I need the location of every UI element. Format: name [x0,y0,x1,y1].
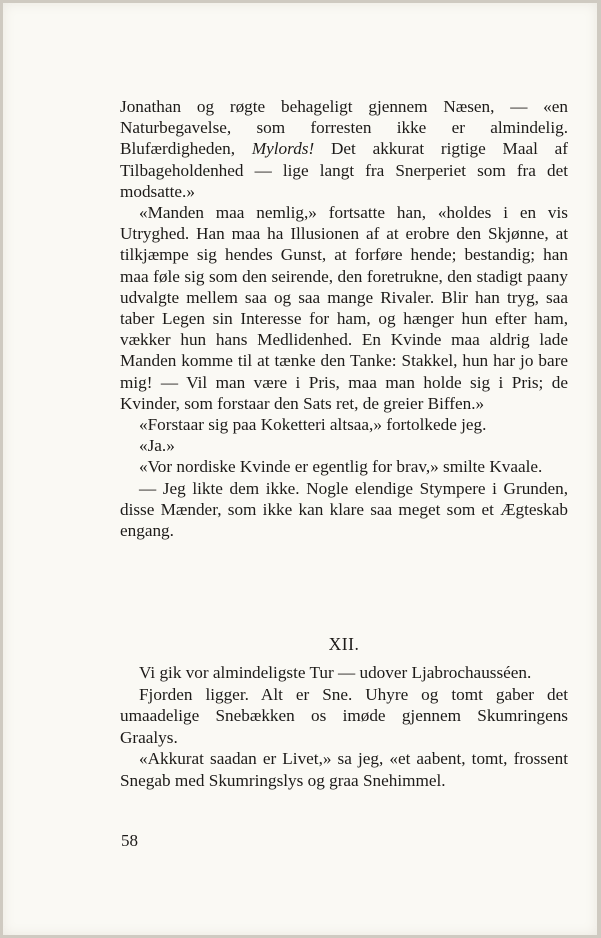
paragraph: «Vor nordiske Kvinde er egentlig for brav,» smilte Kvaale. [139,457,543,477]
paragraph: — Jeg likte dem ikke. Nogle elendige Stympere i Grunden, disse Mænder, som ikke kan klare saa meget som et Ægteskab engang. [120,478,568,541]
paragraph-text-rest: Det akkurat rigtige Maal af Tilbageholdenhed — lige langt fra Snerperiet som fra det modsatte.» [120,139,568,201]
paragraph: «Akkurat saadan er Livet,» sa jeg, «et aabent, tomt, frossent Snegab med Skumringslys og graa Snehimmel. [120,749,568,790]
paragraph: «Forstaar sig paa Koketteri altsaa,» fortolkede jeg. [139,415,487,435]
paragraph: Fjorden ligger. Alt er Sne. Uhyre og tomt gaber det umaadelige Snebækken os imøde gjennem Skumringens Graalys. [120,684,568,747]
paragraph: «Ja.» [139,436,175,456]
paragraph-text: Jonathan og røgte behageligt gjennem Næsen, — «en Naturbegavelse, som forresten ikke er almindelig. Blufærdigheden, [120,97,568,159]
italic-text: Mylords! [251,139,315,159]
paragraph: «Manden maa nemlig,» fortsatte han, «holdes i en vis Utryghed. Han maa ha Illusionen af at erobre den Skjønne, at tilkjæmpe sig hendes Gunst, at forføre hende; bestandig; han maa føle sig som den seirende, den foretrukne, den stadigt paany udvalgte mellem saa og saa mange Rivaler. Blir han tryg, saa taber Legen sin Interesse for ham, og hænger hun efter ham, vækker hun hans Medlidenhed. En Kvinde maa aldrig lade Manden komme til at tænke den Tanke: Stakkel, hun har jo bare mig! — Vil man være i Pris, maa man holde sig i Pris; de Kvinder, som forstaar den Sats ret, de greier Biffen.» [120,203,568,413]
body-text-bottom [120,662,568,791]
chapter-heading: XII. [328,634,360,654]
book-page [3,3,597,935]
body-text-top [120,96,568,541]
paragraph [120,96,568,202]
paragraph: Vi gik vor almindeligste Tur — udover Ljabrochausséen. [139,663,532,682]
page-number: 58 [121,831,138,850]
